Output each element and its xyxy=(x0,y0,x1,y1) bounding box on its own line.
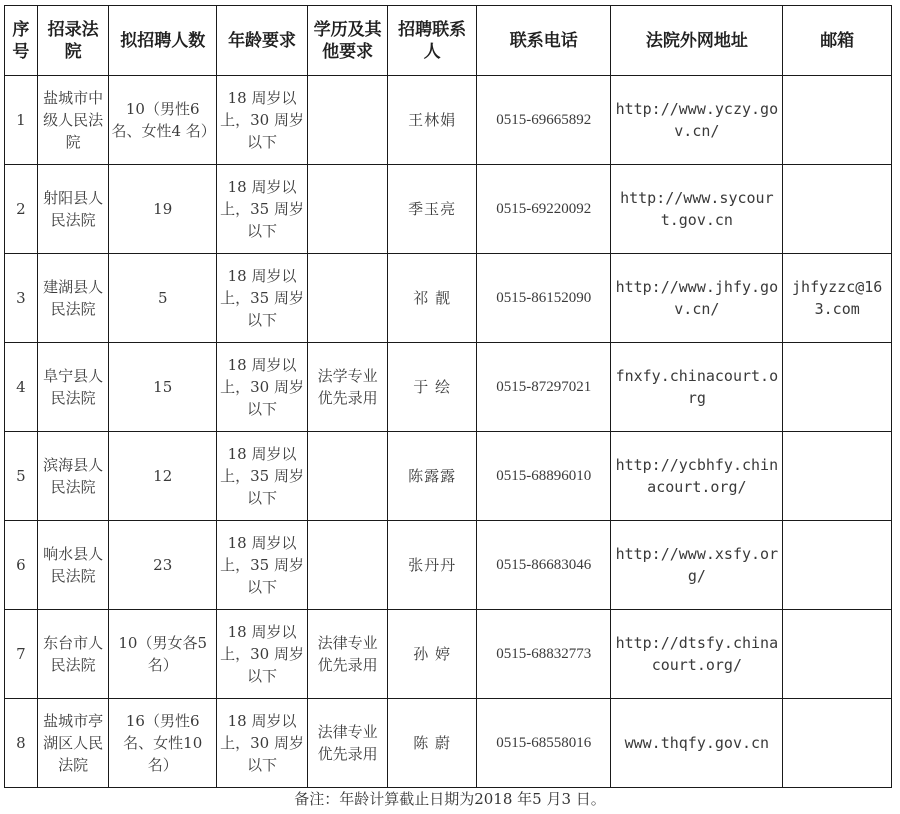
table-header xyxy=(5,6,892,76)
header-website: 法院外网地址 xyxy=(611,6,783,76)
cell-contact: 张丹丹 xyxy=(388,521,477,610)
cell-contact: 王林娟 xyxy=(388,76,477,165)
recruitment-table xyxy=(4,5,892,788)
cell-website: http://ycbhfy.chinacourt.org/ xyxy=(611,432,783,521)
cell-age: 18 周岁以上，30 周岁以下 xyxy=(216,610,307,699)
cell-court: 滨海县人民法院 xyxy=(37,432,109,521)
table-row xyxy=(5,699,892,788)
cell-email xyxy=(783,165,892,254)
cell-website: fnxfy.chinacourt.org xyxy=(611,343,783,432)
cell-age: 18 周岁以上，30 周岁以下 xyxy=(216,343,307,432)
header-seq: 序号 xyxy=(5,6,38,76)
cell-seq: 7 xyxy=(5,610,38,699)
header-education: 学历及其他要求 xyxy=(308,6,388,76)
cell-count: 10（男性6 名、女性4 名） xyxy=(109,76,217,165)
cell-contact: 陈 蔚 xyxy=(388,699,477,788)
cell-education: 法律专业优先录用 xyxy=(308,699,388,788)
cell-count: 16（男性6 名、女性10 名） xyxy=(109,699,217,788)
cell-count: 10（男女各5 名） xyxy=(109,610,217,699)
cell-seq: 1 xyxy=(5,76,38,165)
cell-age: 18 周岁以上，35 周岁以下 xyxy=(216,521,307,610)
cell-phone: 0515-86683046 xyxy=(477,521,611,610)
cell-seq: 3 xyxy=(5,254,38,343)
cell-age: 18 周岁以上，30 周岁以下 xyxy=(216,76,307,165)
header-row xyxy=(5,6,892,76)
cell-count: 23 xyxy=(109,521,217,610)
cell-contact: 于 绘 xyxy=(388,343,477,432)
table-row xyxy=(5,432,892,521)
header-email: 邮箱 xyxy=(783,6,892,76)
header-court: 招录法院 xyxy=(37,6,109,76)
cell-contact: 季玉亮 xyxy=(388,165,477,254)
cell-education xyxy=(308,165,388,254)
cell-contact: 孙 婷 xyxy=(388,610,477,699)
cell-education xyxy=(308,254,388,343)
cell-phone: 0515-68896010 xyxy=(477,432,611,521)
cell-count: 19 xyxy=(109,165,217,254)
table-row xyxy=(5,254,892,343)
cell-age: 18 周岁以上，35 周岁以下 xyxy=(216,432,307,521)
cell-phone: 0515-68832773 xyxy=(477,610,611,699)
cell-seq: 2 xyxy=(5,165,38,254)
cell-education: 法律专业优先录用 xyxy=(308,610,388,699)
header-phone: 联系电话 xyxy=(477,6,611,76)
cell-website: www.thqfy.gov.cn xyxy=(611,699,783,788)
cell-phone: 0515-87297021 xyxy=(477,343,611,432)
cell-phone: 0515-86152090 xyxy=(477,254,611,343)
cell-count: 5 xyxy=(109,254,217,343)
cell-age: 18 周岁以上，30 周岁以下 xyxy=(216,699,307,788)
table-body xyxy=(5,76,892,788)
cell-seq: 8 xyxy=(5,699,38,788)
cell-email xyxy=(783,432,892,521)
cell-contact: 陈露露 xyxy=(388,432,477,521)
header-count: 拟招聘人数 xyxy=(109,6,217,76)
table-row xyxy=(5,76,892,165)
cell-count: 15 xyxy=(109,343,217,432)
cell-seq: 5 xyxy=(5,432,38,521)
cell-email xyxy=(783,521,892,610)
table-row xyxy=(5,521,892,610)
cell-phone: 0515-68558016 xyxy=(477,699,611,788)
cell-education xyxy=(308,432,388,521)
cell-education: 法学专业优先录用 xyxy=(308,343,388,432)
table-row xyxy=(5,165,892,254)
cell-website: http://www.yczy.gov.cn/ xyxy=(611,76,783,165)
cell-website: http://www.sycourt.gov.cn xyxy=(611,165,783,254)
header-age: 年龄要求 xyxy=(216,6,307,76)
cell-age: 18 周岁以上，35 周岁以下 xyxy=(216,254,307,343)
footnote: 备注：年龄计算截止日期为2018 年5 月3 日。 xyxy=(294,790,606,808)
cell-count: 12 xyxy=(109,432,217,521)
cell-phone: 0515-69665892 xyxy=(477,76,611,165)
cell-court: 阜宁县人民法院 xyxy=(37,343,109,432)
cell-email xyxy=(783,699,892,788)
cell-court: 响水县人民法院 xyxy=(37,521,109,610)
cell-website: http://www.xsfy.org/ xyxy=(611,521,783,610)
cell-seq: 6 xyxy=(5,521,38,610)
cell-email: jhfyzzc@163.com xyxy=(783,254,892,343)
cell-court: 盐城市亭湖区人民法院 xyxy=(37,699,109,788)
cell-email xyxy=(783,610,892,699)
header-contact: 招聘联系人 xyxy=(388,6,477,76)
cell-age: 18 周岁以上，35 周岁以下 xyxy=(216,165,307,254)
cell-email xyxy=(783,343,892,432)
cell-court: 盐城市中级人民法院 xyxy=(37,76,109,165)
cell-education xyxy=(308,76,388,165)
cell-seq: 4 xyxy=(5,343,38,432)
cell-court: 建湖县人民法院 xyxy=(37,254,109,343)
cell-website: http://dtsfy.chinacourt.org/ xyxy=(611,610,783,699)
table-row xyxy=(5,343,892,432)
cell-court: 东台市人民法院 xyxy=(37,610,109,699)
cell-phone: 0515-69220092 xyxy=(477,165,611,254)
cell-contact: 祁 靓 xyxy=(388,254,477,343)
cell-education xyxy=(308,521,388,610)
table-row xyxy=(5,610,892,699)
cell-email xyxy=(783,76,892,165)
cell-court: 射阳县人民法院 xyxy=(37,165,109,254)
cell-website: http://www.jhfy.gov.cn/ xyxy=(611,254,783,343)
